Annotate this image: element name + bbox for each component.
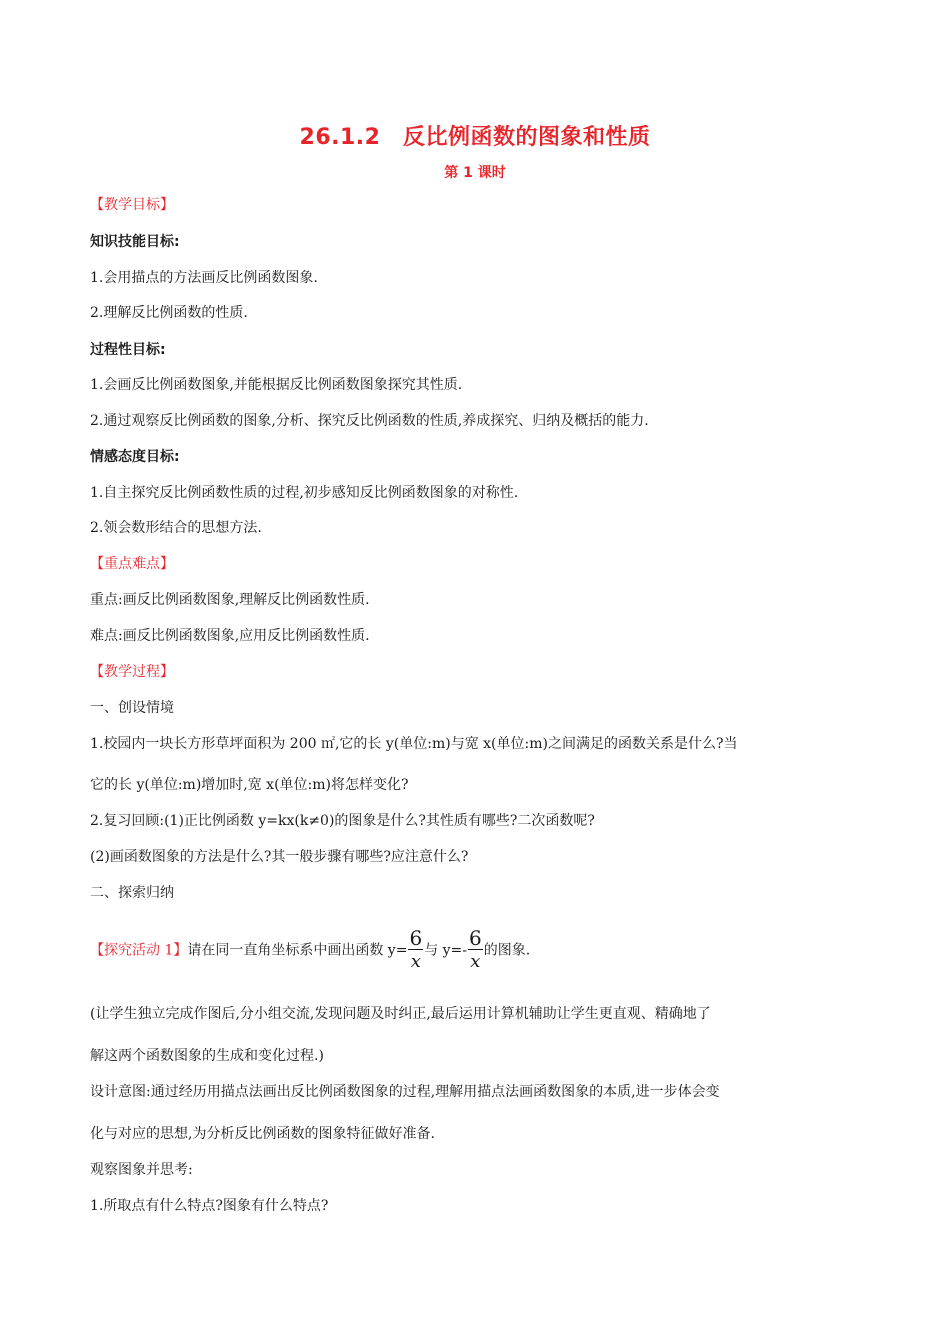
emotion-heading: 情感态度目标: <box>90 449 180 465</box>
page-title: 26.1.2 反比例函数的图象和性质 <box>299 125 651 150</box>
fraction-denominator: x <box>410 951 421 972</box>
knowledge-heading: 知识技能目标: <box>90 234 180 250</box>
question-2-line-2: (2)画函数图象的方法是什么?其一般步骤有哪些?应注意什么? <box>90 849 469 865</box>
activity-1-mid: 与 y=- <box>424 942 468 959</box>
question-1-line-2: 它的长 y(单位:m)增加时,宽 x(单位:m)将怎样变化? <box>90 777 409 793</box>
section-one-heading: 一、创设情境 <box>90 700 174 716</box>
question-2-line-1: 2.复习回顾:(1)正比例函数 y=kx(k≠0)的图象是什么?其性质有哪些?二次函数呢? <box>90 813 595 829</box>
difficult-point: 难点:画反比例函数图象,应用反比例函数性质. <box>90 628 370 644</box>
question-1-line-1: 1.校园内一块长方形草坪面积为 200 ㎡,它的长 y(单位:m)与宽 x(单位:m)之间满足的函数关系是什么?当 <box>90 736 738 752</box>
knowledge-item-2: 2.理解反比例函数的性质. <box>90 305 248 321</box>
key-points-heading: 【重点难点】 <box>90 556 174 572</box>
emotion-item-1: 1.自主探究反比例函数性质的过程,初步感知反比例函数图象的对称性. <box>90 485 519 501</box>
process-heading: 过程性目标: <box>90 342 166 358</box>
fraction-numerator: 6 <box>469 926 482 950</box>
section-two-heading: 二、探索归纳 <box>90 885 174 901</box>
observe-question-1: 1.所取点有什么特点?图象有什么特点? <box>90 1198 329 1214</box>
fraction-6-over-x <box>408 927 423 974</box>
emotion-item-2: 2.领会数形结合的思想方法. <box>90 520 262 536</box>
fraction-denominator: x <box>470 951 481 972</box>
fraction-numerator: 6 <box>409 926 423 950</box>
process-item-1: 1.会画反比例函数图象,并能根据反比例函数图象探究其性质. <box>90 377 463 393</box>
design-intent-line-2: 化与对应的思想,为分析反比例函数的图象特征做好准备. <box>90 1126 435 1142</box>
note-line-2: 解这两个函数图象的生成和变化过程.) <box>90 1048 324 1064</box>
note-line-1: (让学生独立完成作图后,分小组交流,发现问题及时纠正,最后运用计算机辅助让学生更直观、精确地了 <box>90 1006 711 1022</box>
teaching-goal-heading: 【教学目标】 <box>90 197 174 213</box>
activity-1 <box>90 927 880 974</box>
knowledge-item-1: 1.会用描点的方法画反比例函数图象. <box>90 270 318 286</box>
fraction-6-over-x-negative <box>468 927 483 974</box>
activity-1-text: 请在同一直角坐标系中画出函数 y= <box>187 942 408 959</box>
teaching-process-heading: 【教学过程】 <box>90 664 174 680</box>
design-intent-line-1: 设计意图:通过经历用描点法画出反比例函数图象的过程,理解用描点法画函数图象的本质,进一步体会变 <box>90 1084 720 1100</box>
observe-heading: 观察图象并思考: <box>90 1162 193 1178</box>
lesson-subtitle: 第 1 课时 <box>444 165 506 181</box>
key-point: 重点:画反比例函数图象,理解反比例函数性质. <box>90 592 370 608</box>
process-item-2: 2.通过观察反比例函数的图象,分析、探究反比例函数的性质,养成探究、归纳及概括的能力. <box>90 413 649 429</box>
activity-1-label: 【探究活动 1】 <box>90 942 188 959</box>
activity-1-end: 的图象. <box>483 942 531 959</box>
